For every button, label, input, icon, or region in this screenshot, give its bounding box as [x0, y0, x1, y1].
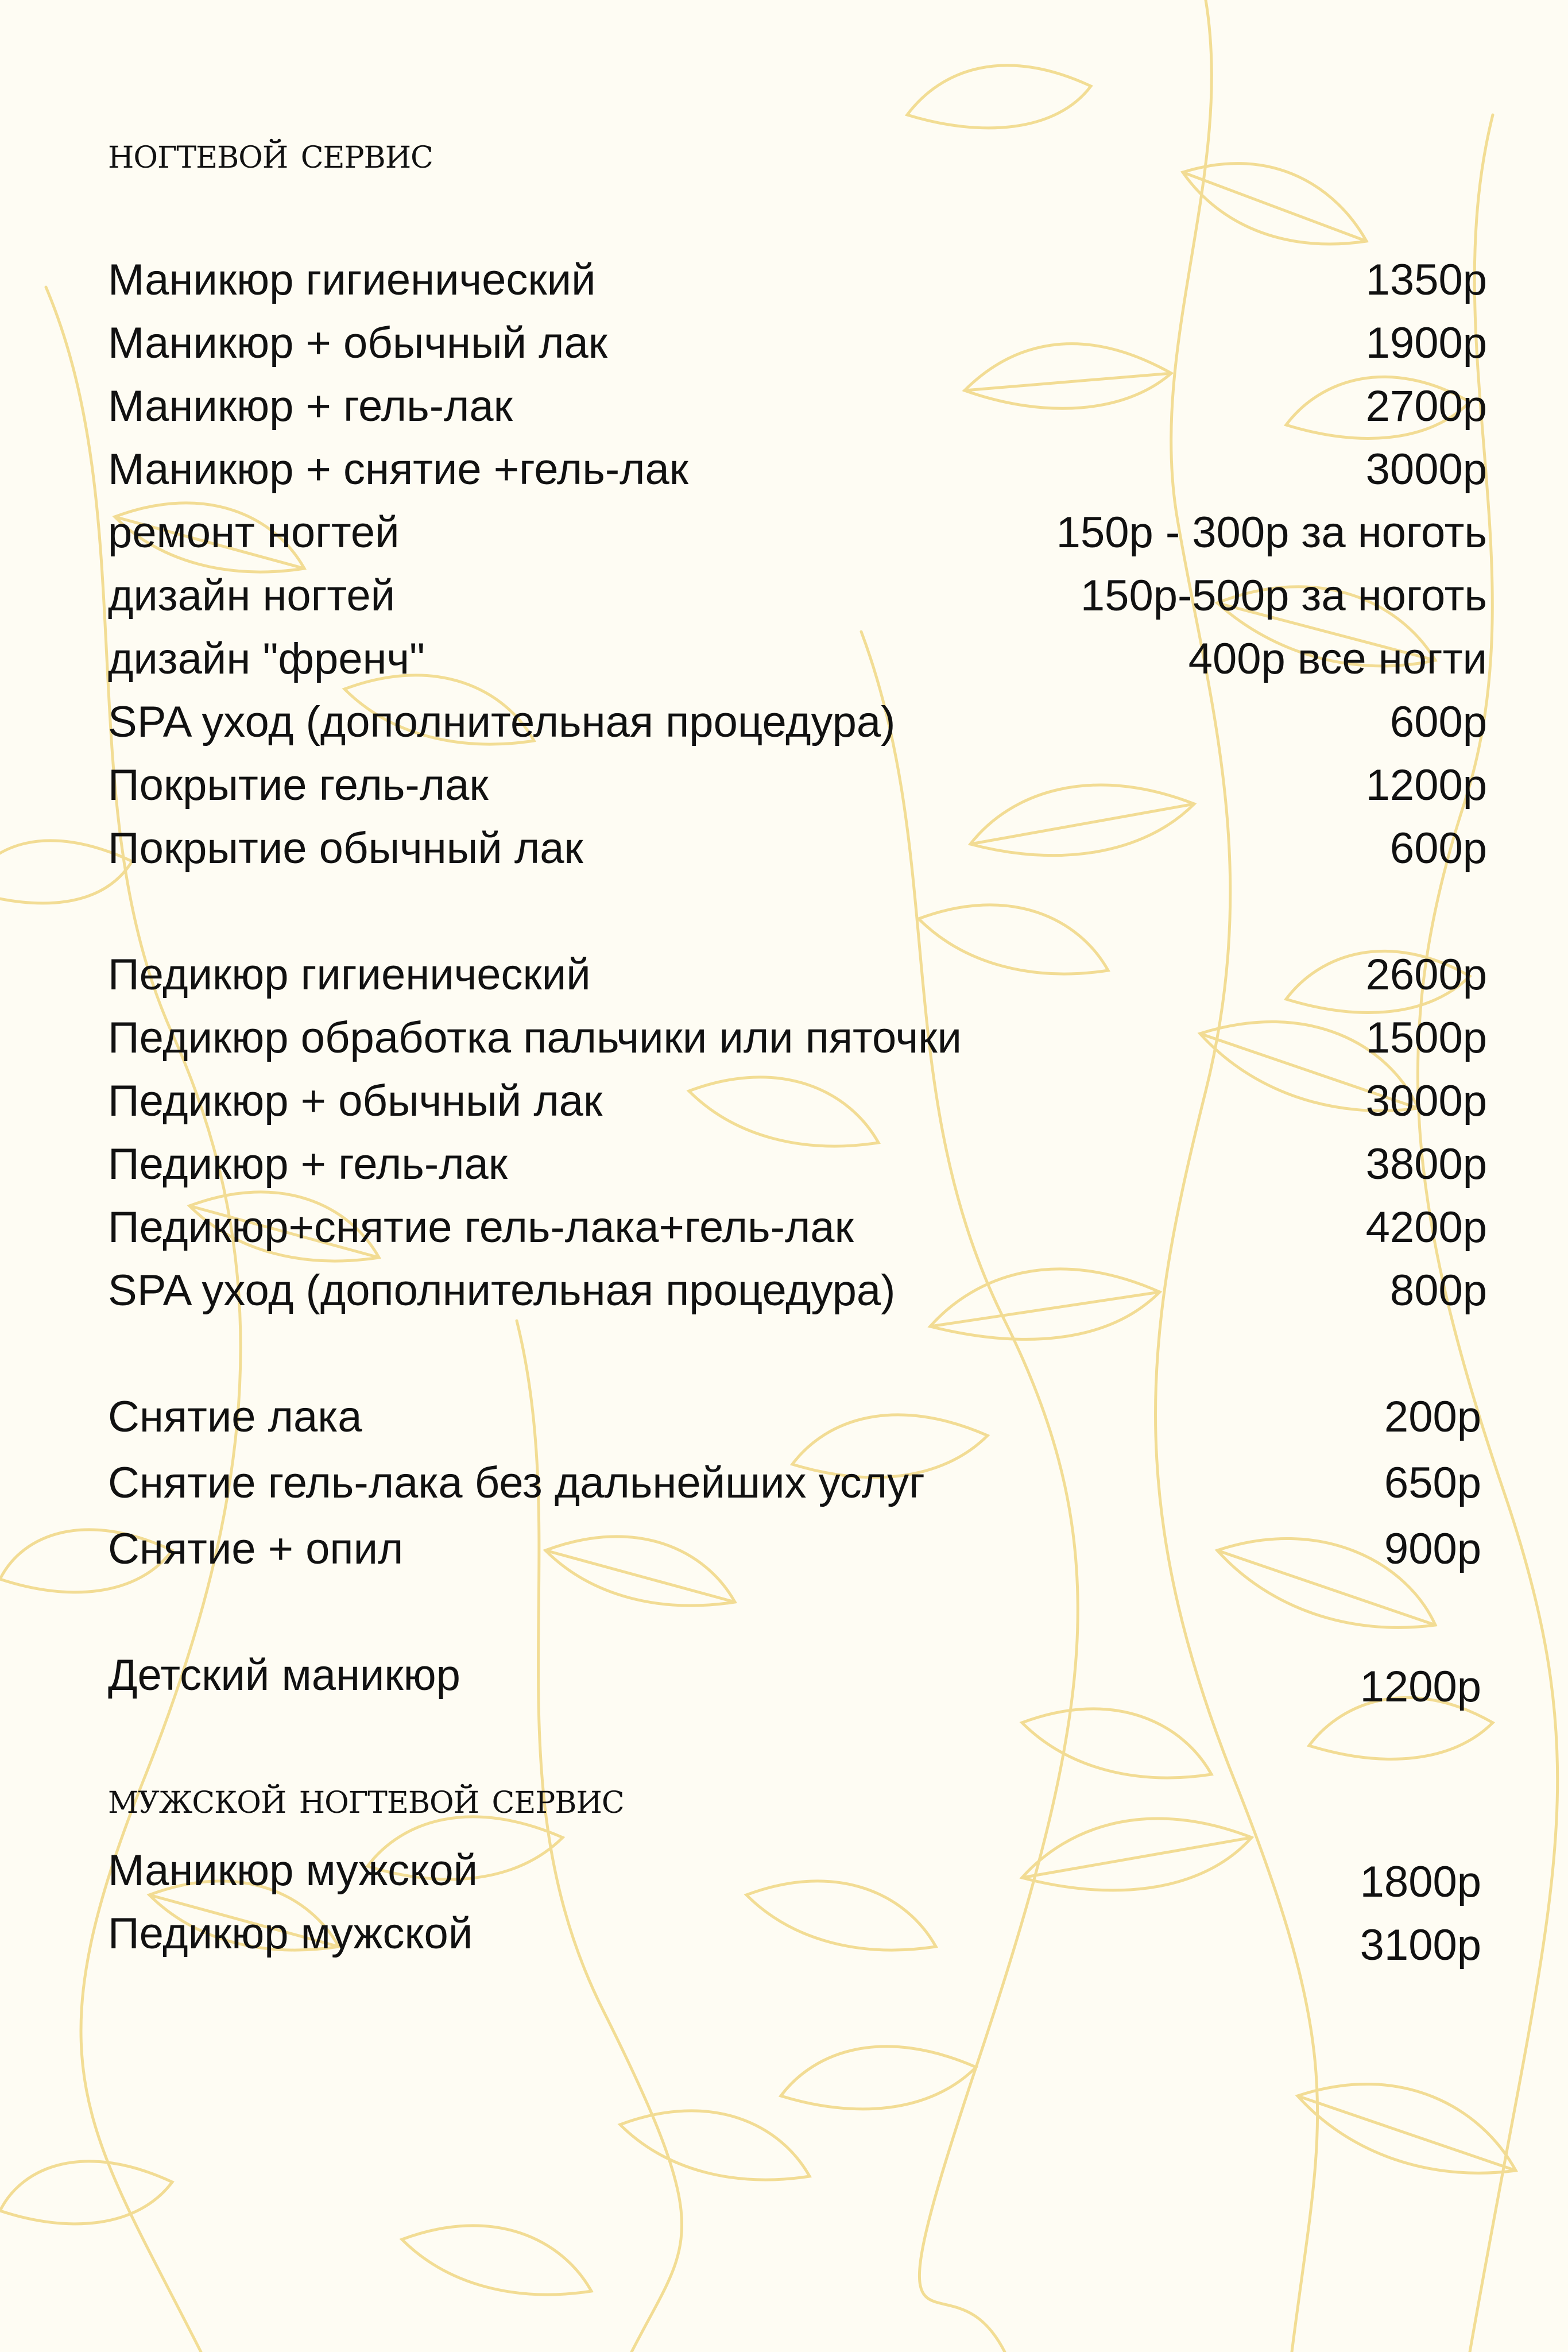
- service-price: 3100р: [1360, 1921, 1481, 1970]
- service-price: 2600р: [1365, 950, 1487, 999]
- price-row: [108, 1013, 1487, 1068]
- service-price: 1500р: [1365, 1013, 1487, 1062]
- price-row: [108, 508, 1487, 563]
- price-row: [108, 1077, 1487, 1131]
- service-name: дизайн "френч": [108, 635, 425, 683]
- service-price: 2700р: [1365, 382, 1487, 431]
- service-price: 800р: [1389, 1266, 1487, 1315]
- service-price: 4200р: [1365, 1203, 1487, 1252]
- service-price: 3000р: [1365, 1077, 1487, 1125]
- service-name: Снятие + опил: [108, 1525, 404, 1573]
- service-price: 400р все ногти: [1188, 635, 1487, 683]
- service-name: ремонт ногтей: [108, 508, 400, 557]
- price-row: [108, 698, 1487, 752]
- price-row: [108, 1461, 1481, 1513]
- service-name: Педикюр+снятие гель-лака+гель-лак: [108, 1203, 854, 1252]
- service-price: 600р: [1389, 824, 1487, 873]
- service-price: 900р: [1384, 1525, 1481, 1573]
- service-price: 650р: [1384, 1459, 1481, 1507]
- service-price: 1200р: [1360, 1662, 1481, 1711]
- service-name: Маникюр + снятие +гель-лак: [108, 445, 689, 494]
- section-title-nail-service: ногтевой сервис: [108, 129, 433, 178]
- service-price: 600р: [1389, 698, 1487, 746]
- service-name: Маникюр + гель-лак: [108, 382, 513, 431]
- service-price: 1350р: [1365, 256, 1487, 304]
- service-price: 1200р: [1365, 761, 1487, 810]
- price-row: [108, 1527, 1481, 1579]
- service-name: Педикюр мужской: [108, 1909, 473, 1958]
- service-name: Снятие гель-лака без дальнейших услуг: [108, 1459, 925, 1507]
- service-name: Педикюр + гель-лак: [108, 1140, 508, 1189]
- price-row: [108, 319, 1487, 373]
- service-price: 200р: [1384, 1392, 1481, 1441]
- price-row: [108, 1140, 1487, 1194]
- service-name: Покрытие гель-лак: [108, 761, 489, 810]
- price-row: [108, 824, 1487, 879]
- price-row: [108, 1203, 1487, 1258]
- service-name: SPA уход (дополнительная процедура): [108, 1266, 896, 1315]
- price-row: [108, 258, 1487, 310]
- service-price: 150р-500р за ноготь: [1080, 571, 1487, 620]
- service-name: Педикюр обработка пальчики или пяточки: [108, 1013, 962, 1062]
- service-name: Снятие лака: [108, 1392, 362, 1441]
- price-row: [108, 761, 1487, 815]
- price-row: [108, 1846, 1481, 1906]
- service-name: SPA уход (дополнительная процедура): [108, 698, 896, 746]
- service-name: дизайн ногтей: [108, 571, 396, 620]
- price-row: [108, 950, 1487, 1005]
- service-name: Педикюр + обычный лак: [108, 1077, 603, 1125]
- price-row: [108, 637, 1487, 689]
- service-price: 1900р: [1365, 319, 1487, 368]
- price-row: [108, 445, 1487, 500]
- service-name: Маникюр гигиенический: [108, 256, 596, 304]
- service-name: Маникюр + обычный лак: [108, 319, 608, 368]
- price-row: [108, 1651, 1481, 1711]
- section-title-men-nail-service: мужской ногтевой сервис: [108, 1774, 624, 1823]
- price-row: [108, 1909, 1481, 1970]
- service-price: 1800р: [1360, 1858, 1481, 1906]
- service-name: Детский маникюр: [108, 1651, 460, 1700]
- price-row: [108, 1392, 1481, 1447]
- service-name: Маникюр мужской: [108, 1846, 478, 1895]
- service-price: 3000р: [1365, 445, 1487, 494]
- service-price: 150р - 300р за ноготь: [1056, 508, 1487, 557]
- price-row: [108, 571, 1487, 626]
- price-row: [108, 1266, 1487, 1321]
- service-price: 3800р: [1365, 1140, 1487, 1189]
- price-row: [108, 382, 1487, 436]
- service-name: Покрытие обычный лак: [108, 824, 583, 873]
- service-name: Педикюр гигиенический: [108, 950, 591, 999]
